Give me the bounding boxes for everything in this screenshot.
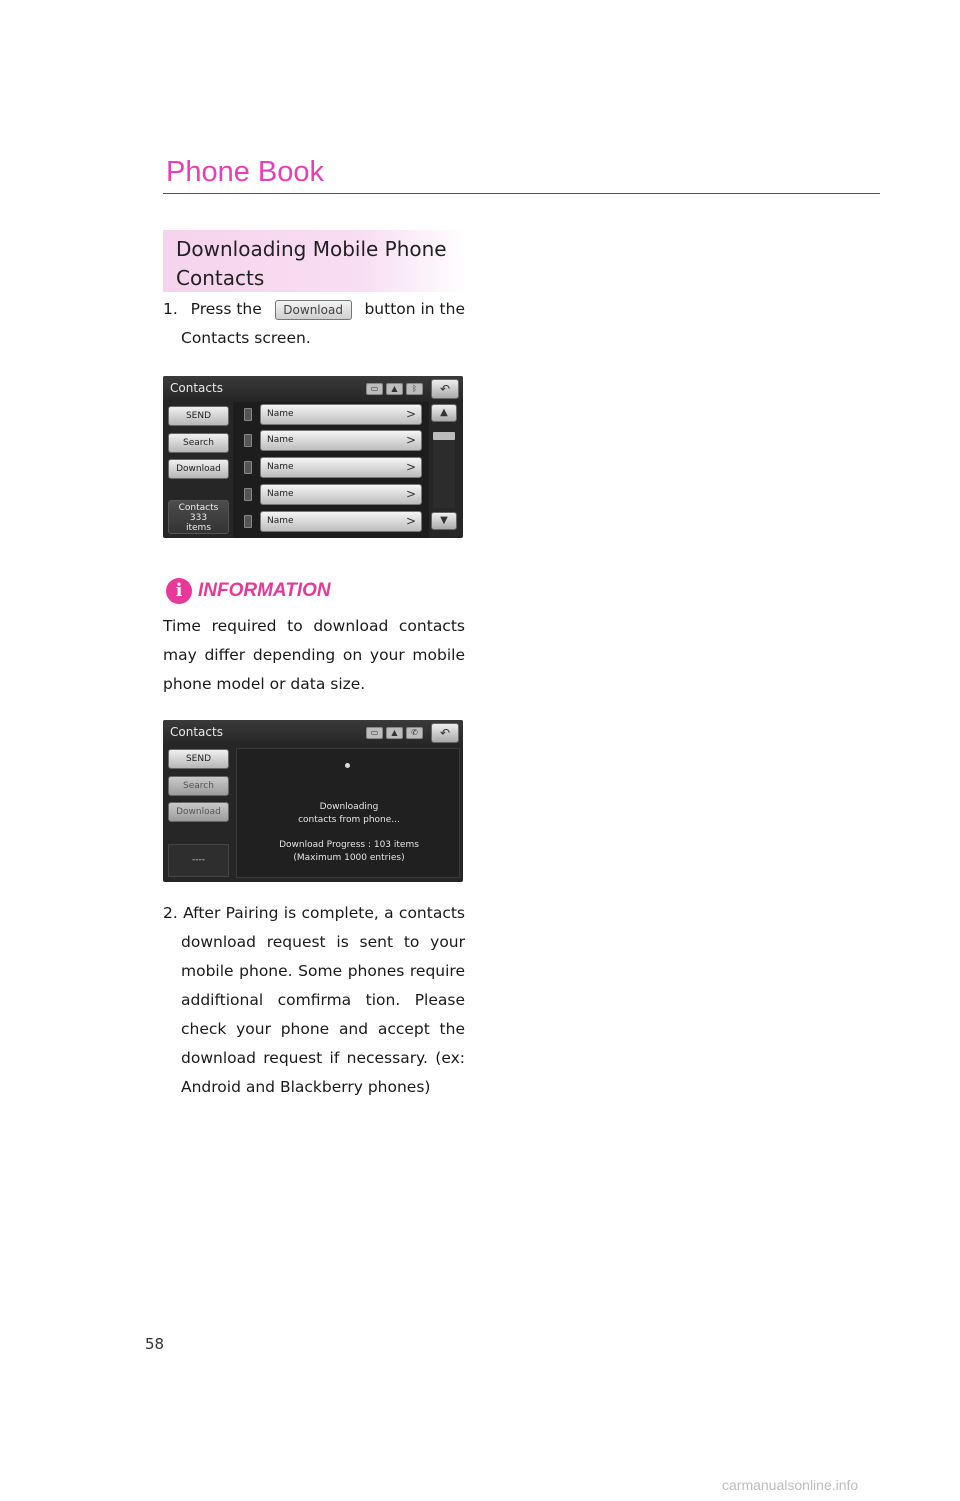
download-status-line: contacts from phone... (298, 815, 400, 825)
status-icons (366, 727, 423, 739)
phone-icon (244, 515, 252, 528)
list-item-label: Name (267, 435, 294, 445)
contacts-count (168, 500, 229, 534)
section-title: Phone Book (166, 156, 325, 188)
download-progress-line: Download Progress : 103 items (279, 840, 419, 850)
step-1-post: button in the (364, 300, 465, 318)
step-2-line: check your phone and accept the (181, 1020, 465, 1038)
step-2-line: download request is sent to your (181, 933, 465, 951)
contacts-count-placeholder: ---- (168, 844, 229, 877)
step-2 (163, 899, 465, 1102)
step-1 (163, 295, 465, 353)
download-status-line: Downloading (319, 802, 379, 812)
search-button[interactable]: Search (168, 776, 229, 796)
progress-spinner-icon (345, 763, 350, 768)
battery-icon: ▭ (366, 383, 383, 395)
phone-icon (244, 488, 252, 501)
battery-icon: ▭ (366, 727, 383, 739)
phone-status-icon: ✆ (406, 727, 423, 739)
send-button[interactable]: SEND (168, 406, 229, 426)
count-value: 333 (189, 513, 208, 523)
signal-icon: ▲ (386, 727, 403, 739)
page-number: 58 (145, 1335, 165, 1353)
step-2-line: Android and Blackberry phones) (181, 1078, 431, 1096)
step-2-line: download request if necessary. (ex: (181, 1049, 465, 1067)
step-1-pre: Press the (190, 300, 262, 318)
information-line: Time required to download contacts (163, 617, 465, 635)
list-item[interactable] (260, 430, 422, 451)
count-unit: items (185, 523, 212, 533)
title-rule (163, 193, 880, 194)
list-item-label: Name (267, 516, 294, 526)
download-max-line: (Maximum 1000 entries) (293, 853, 405, 863)
list-item-label: Name (267, 489, 294, 499)
download-button[interactable]: Download (168, 459, 229, 479)
signal-icon: ▲ (386, 383, 403, 395)
back-button[interactable]: ↶ (431, 723, 459, 743)
scrollbar-thumb[interactable] (433, 432, 455, 440)
step-1-cont: Contacts screen. (181, 329, 311, 347)
information-line: phone model or data size. (163, 675, 366, 693)
step-2-line: addiftional comfirma tion. Please (181, 991, 465, 1009)
scroll-up-button[interactable]: ▲ (431, 404, 457, 422)
subsection-title: Downloading Mobile Phone Contacts (176, 237, 447, 290)
send-button[interactable]: SEND (168, 749, 229, 769)
chevron-right-icon: > (405, 407, 416, 421)
scrollbar-track[interactable] (433, 434, 455, 508)
chevron-right-icon: > (405, 514, 416, 528)
back-button[interactable]: ↶ (431, 379, 459, 399)
information-label: INFORMATION (198, 580, 331, 601)
download-progress-panel (236, 748, 460, 878)
info-icon: i (166, 578, 192, 604)
screen-title: Contacts (170, 725, 223, 739)
search-button[interactable]: Search (168, 433, 229, 453)
step-2-line: mobile phone. Some phones require (181, 962, 465, 980)
chevron-right-icon: > (405, 487, 416, 501)
chevron-right-icon: > (405, 433, 416, 447)
scroll-down-button[interactable]: ▼ (431, 512, 457, 530)
information-line: may differ depending on your mobile (163, 646, 465, 664)
step-1-number: 1. (163, 300, 178, 318)
count-label: Contacts (178, 503, 219, 513)
phone-icon (244, 461, 252, 474)
screen-header (163, 376, 463, 402)
information-heading (166, 578, 331, 604)
subsection-banner (163, 230, 468, 292)
downloading-screen (163, 720, 463, 882)
download-button-inline: Download (275, 300, 352, 320)
screen-header (163, 720, 463, 746)
list-item[interactable] (260, 457, 422, 478)
list-item[interactable] (260, 484, 422, 505)
phone-icon (244, 434, 252, 447)
list-item[interactable] (260, 404, 422, 425)
screen-title: Contacts (170, 381, 223, 395)
contacts-screen (163, 376, 463, 538)
bluetooth-icon: ᛒ (406, 383, 423, 395)
information-text (163, 612, 465, 699)
list-item-label: Name (267, 409, 294, 419)
watermark: carmanualsonline.info (722, 1477, 859, 1493)
list-item-label: Name (267, 462, 294, 472)
status-icons (366, 383, 423, 395)
chevron-right-icon: > (405, 460, 416, 474)
phone-icon (244, 408, 252, 421)
step-2-line: 2. After Pairing is complete, a contacts (163, 904, 465, 922)
download-button[interactable]: Download (168, 802, 229, 822)
list-item[interactable] (260, 511, 422, 532)
step-1-line (163, 295, 465, 324)
